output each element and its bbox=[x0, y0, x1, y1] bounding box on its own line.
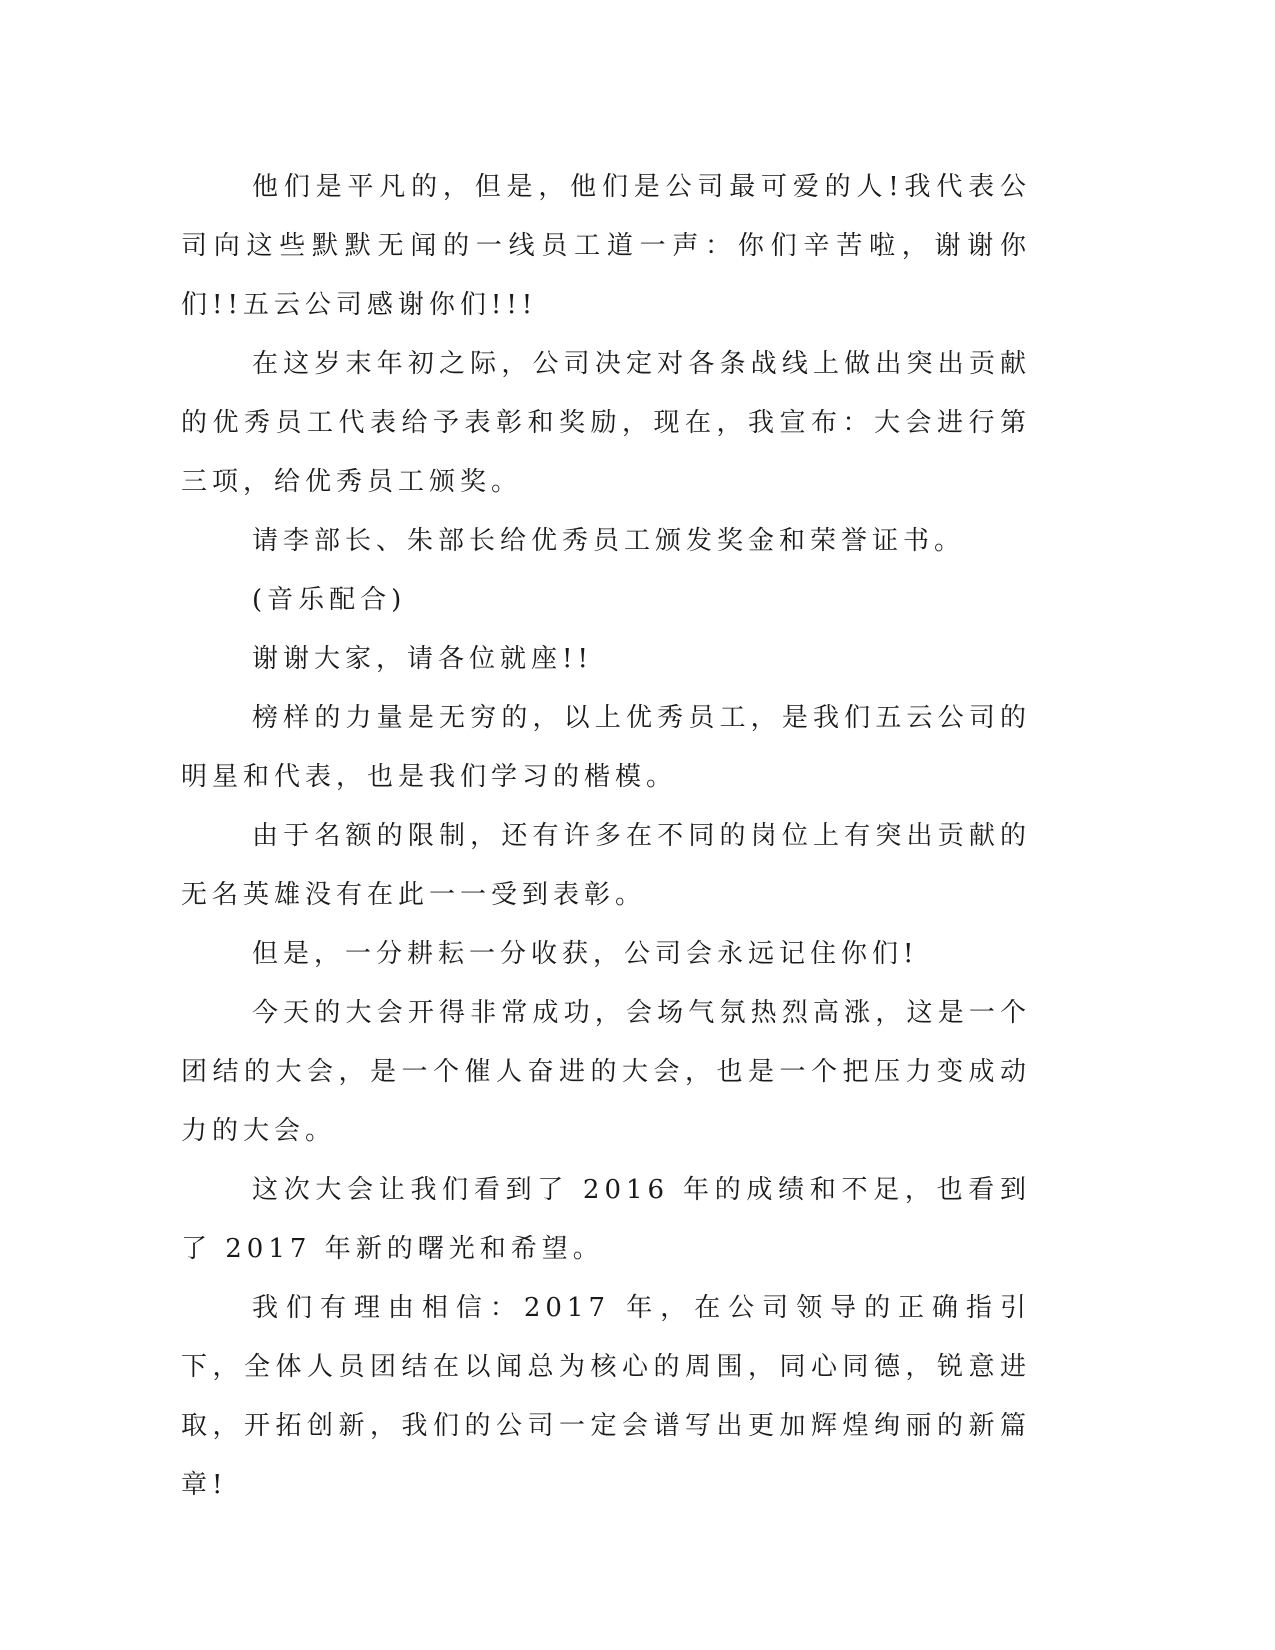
paragraph-7: 由于名额的限制，还有许多在不同的岗位上有突出贡献的无名英雄没有在此一一受到表彰。 bbox=[181, 821, 1031, 910]
paragraph-10: 这次大会让我们看到了 2016 年的成绩和不足，也看到了 2017 年新的曙光和希望。 bbox=[181, 1175, 1031, 1264]
paragraph-9: 今天的大会开得非常成功，会场气氛热烈高涨，这是一个团结的大会，是一个催人奋进的大会，也是一个把压力变成动力的大会。 bbox=[181, 998, 1031, 1146]
paragraph-11: 我们有理由相信：2017 年，在公司领导的正确指引下，全体人员团结在以闻总为核心的周围，同心同德，锐意进取，开拓创新，我们的公司一定会谱写出更加辉煌绚丽的新篇章! bbox=[181, 1293, 1031, 1500]
paragraph-6: 榜样的力量是无穷的，以上优秀员工，是我们五云公司的明星和代表，也是我们学习的楷模。 bbox=[181, 703, 1031, 792]
paragraph-1: 他们是平凡的，但是，他们是公司最可爱的人!我代表公司向这些默默无闻的一线员工道一声：你们辛苦啦，谢谢你们!!五云公司感谢你们!!! bbox=[181, 172, 1031, 320]
paragraph-8: 但是，一分耕耘一分收获，公司会永远记住你们! bbox=[252, 939, 919, 969]
paragraph-3: 请李部长、朱部长给优秀员工颁发奖金和荣誉证书。 bbox=[252, 526, 966, 556]
document-body bbox=[181, 158, 1031, 1515]
paragraph-2: 在这岁末年初之际，公司决定对各条战线上做出突出贡献的优秀员工代表给予表彰和奖励，现在，我宣布：大会进行第三项，给优秀员工颁奖。 bbox=[181, 349, 1031, 497]
paragraph-5: 谢谢大家，请各位就座!! bbox=[252, 644, 593, 674]
paragraph-4: (音乐配合) bbox=[252, 585, 407, 615]
